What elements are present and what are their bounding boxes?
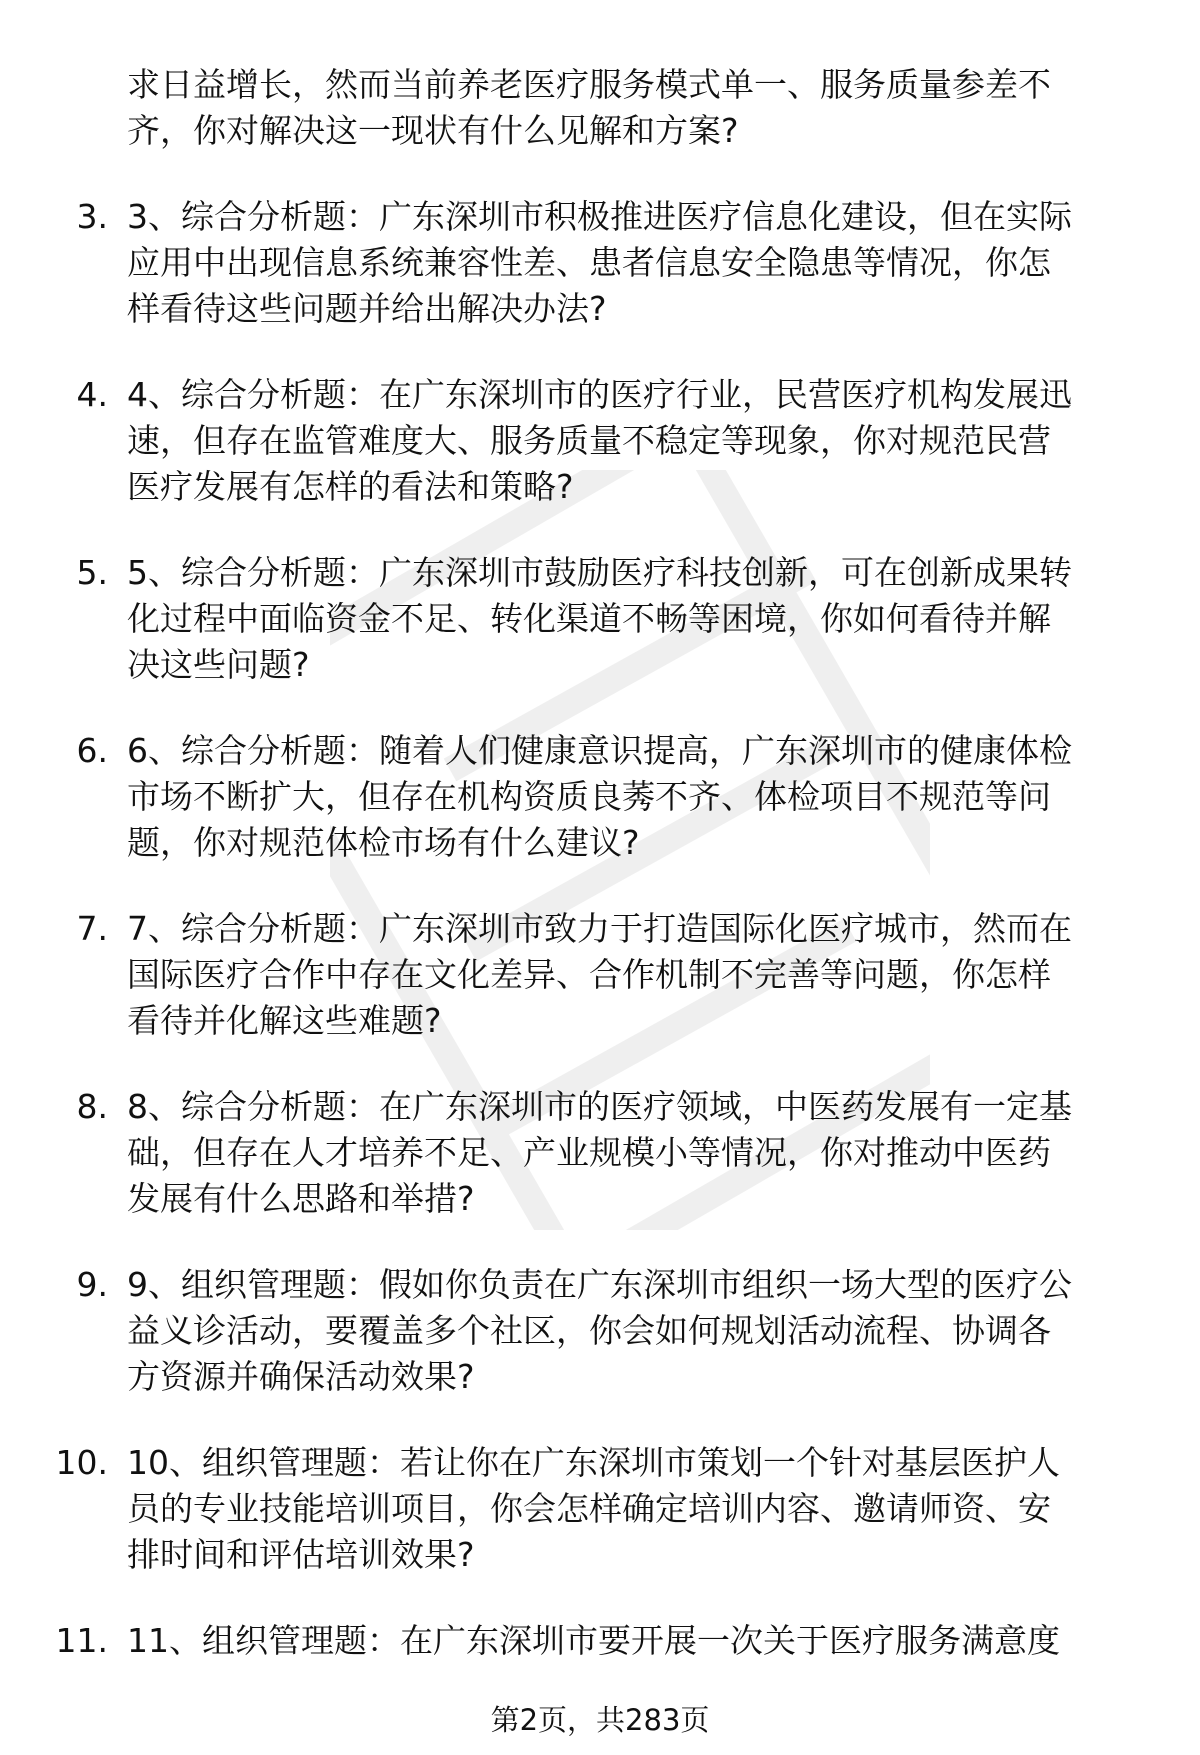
question-line: 样看待这些问题并给出解决办法? — [127, 289, 607, 328]
question-line: 5、综合分析题：广东深圳市鼓励医疗科技创新，可在创新成果转 — [127, 553, 1072, 592]
question-line: 题，你对规范体检市场有什么建议? — [127, 823, 640, 862]
question-item — [0, 1440, 1200, 1578]
question-line: 3、综合分析题：广东深圳市积极推进医疗信息化建设，但在实际 — [127, 197, 1072, 236]
question-line: 益义诊活动，要覆盖多个社区，你会如何规划活动流程、协调各 — [127, 1311, 1051, 1350]
question-number: 7. — [76, 909, 108, 948]
question-line: 求日益增长，然而当前养老医疗服务模式单一、服务质量参差不 — [127, 65, 1051, 104]
page-number-footer: 第2页，共283页 — [490, 1703, 710, 1737]
question-text — [127, 1262, 1167, 1400]
question-item — [0, 194, 1200, 332]
question-line: 国际医疗合作中存在文化差异、合作机制不完善等问题，你怎样 — [127, 955, 1051, 994]
question-text — [127, 1084, 1167, 1222]
question-text — [127, 1440, 1167, 1578]
question-item — [0, 1084, 1200, 1222]
question-line: 速，但存在监管难度大、服务质量不稳定等现象，你对规范民营 — [127, 421, 1051, 460]
question-number: 11. — [55, 1621, 108, 1660]
question-line: 11、组织管理题：在广东深圳市要开展一次关于医疗服务满意度 — [127, 1621, 1060, 1660]
question-number: 4. — [76, 375, 108, 414]
question-text — [127, 906, 1167, 1044]
question-item — [0, 372, 1200, 510]
question-line: 看待并化解这些难题? — [127, 1001, 442, 1040]
question-line: 市场不断扩大，但存在机构资质良莠不齐、体检项目不规范等问 — [127, 777, 1051, 816]
question-text — [127, 550, 1167, 688]
question-item — [0, 1262, 1200, 1400]
question-line: 10、组织管理题：若让你在广东深圳市策划一个针对基层医护人 — [127, 1443, 1060, 1482]
question-line: 化过程中面临资金不足、转化渠道不畅等困境，你如何看待并解 — [127, 599, 1051, 638]
question-line: 决这些问题? — [127, 645, 310, 684]
question-number: 10. — [55, 1443, 108, 1482]
question-number: 5. — [76, 553, 108, 592]
question-line: 础，但存在人才培养不足、产业规模小等情况，你对推动中医药 — [127, 1133, 1051, 1172]
question-line: 6、综合分析题：随着人们健康意识提高，广东深圳市的健康体检 — [127, 731, 1072, 770]
question-line: 齐，你对解决这一现状有什么见解和方案? — [127, 111, 739, 150]
question-line: 7、综合分析题：广东深圳市致力于打造国际化医疗城市，然而在 — [127, 909, 1072, 948]
question-line: 4、综合分析题：在广东深圳市的医疗行业，民营医疗机构发展迅 — [127, 375, 1072, 414]
question-item — [0, 550, 1200, 688]
question-number: 6. — [76, 731, 108, 770]
question-item — [0, 62, 1200, 154]
question-line: 方资源并确保活动效果? — [127, 1357, 475, 1396]
question-text — [127, 1618, 1167, 1664]
question-line: 应用中出现信息系统兼容性差、患者信息安全隐患等情况，你怎 — [127, 243, 1051, 282]
question-text — [127, 728, 1167, 866]
question-line: 8、综合分析题：在广东深圳市的医疗领域，中医药发展有一定基 — [127, 1087, 1072, 1126]
question-list — [0, 62, 1200, 1704]
question-item — [0, 728, 1200, 866]
question-line: 9、组织管理题：假如你负责在广东深圳市组织一场大型的医疗公 — [127, 1265, 1072, 1304]
question-line: 发展有什么思路和举措? — [127, 1179, 475, 1218]
question-text — [127, 62, 1167, 154]
question-line: 员的专业技能培训项目，你会怎样确定培训内容、邀请师资、安 — [127, 1489, 1051, 1528]
question-item — [0, 1618, 1200, 1664]
question-line: 医疗发展有怎样的看法和策略? — [127, 467, 574, 506]
question-number: 9. — [76, 1265, 108, 1304]
question-line: 排时间和评估培训效果? — [127, 1535, 475, 1574]
question-number: 8. — [76, 1087, 108, 1126]
question-item — [0, 906, 1200, 1044]
question-text — [127, 372, 1167, 510]
question-number: 3. — [76, 197, 108, 236]
question-text — [127, 194, 1167, 332]
